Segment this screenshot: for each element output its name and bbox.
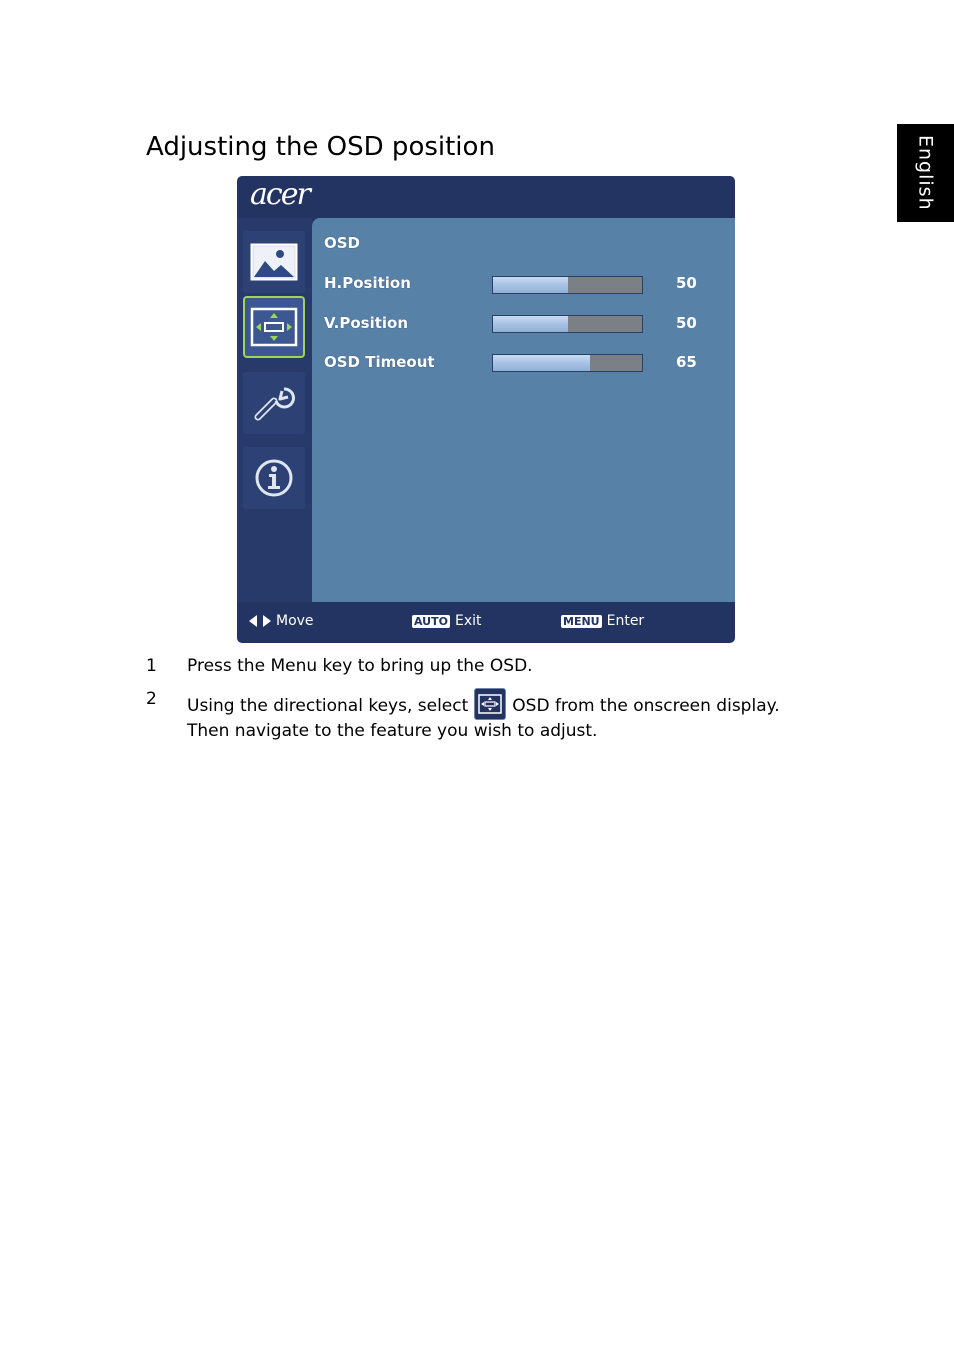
osd-position-icon bbox=[474, 688, 506, 720]
acer-logo: acer bbox=[250, 177, 309, 212]
info-icon[interactable] bbox=[243, 447, 305, 509]
step-text: Using the directional keys, select bbox=[187, 696, 469, 716]
step-number: 2 bbox=[146, 689, 157, 709]
auto-key-badge: AUTO bbox=[414, 614, 448, 628]
osd-menu-screenshot bbox=[237, 176, 735, 643]
osd-section-label: OSD bbox=[324, 234, 361, 252]
move-label: Move bbox=[276, 613, 314, 629]
exit-hint bbox=[412, 613, 481, 629]
osd-position-icon[interactable] bbox=[243, 296, 305, 358]
step-text: Press the Menu key to bring up the OSD. bbox=[187, 656, 533, 676]
osd-timeout-slider[interactable] bbox=[492, 354, 643, 372]
language-label: English bbox=[914, 135, 937, 211]
h-position-value: 50 bbox=[676, 274, 697, 292]
step-item bbox=[146, 688, 846, 743]
v-position-label: V.Position bbox=[324, 314, 409, 332]
v-position-slider[interactable] bbox=[492, 315, 643, 333]
osd-sidebar bbox=[237, 218, 312, 602]
language-tab bbox=[897, 124, 954, 222]
osd-timeout-label: OSD Timeout bbox=[324, 353, 435, 371]
osd-footer bbox=[237, 602, 735, 643]
step-number: 1 bbox=[146, 656, 157, 676]
v-position-value: 50 bbox=[676, 314, 697, 332]
h-position-label: H.Position bbox=[324, 274, 411, 292]
picture-icon[interactable] bbox=[243, 231, 305, 293]
enter-hint bbox=[561, 613, 644, 629]
move-hint bbox=[249, 613, 314, 629]
exit-label: Exit bbox=[454, 613, 482, 629]
slider-fill bbox=[493, 277, 568, 293]
step-text: OSD from the onscreen display. bbox=[512, 696, 780, 716]
osd-timeout-value: 65 bbox=[676, 353, 697, 371]
menu-key-badge: MENU bbox=[563, 614, 600, 628]
step-text-line2: Then navigate to the feature you wish to adjust. bbox=[187, 721, 598, 741]
slider-fill bbox=[493, 355, 590, 371]
settings-icon[interactable] bbox=[243, 372, 305, 434]
left-right-arrows-icon bbox=[249, 615, 271, 627]
osd-settings-panel bbox=[312, 218, 735, 602]
slider-fill bbox=[493, 316, 568, 332]
h-position-slider[interactable] bbox=[492, 276, 643, 294]
enter-label: Enter bbox=[606, 613, 645, 629]
page-title: Adjusting the OSD position bbox=[146, 132, 495, 162]
instruction-steps bbox=[146, 655, 846, 743]
step-item bbox=[146, 655, 846, 678]
